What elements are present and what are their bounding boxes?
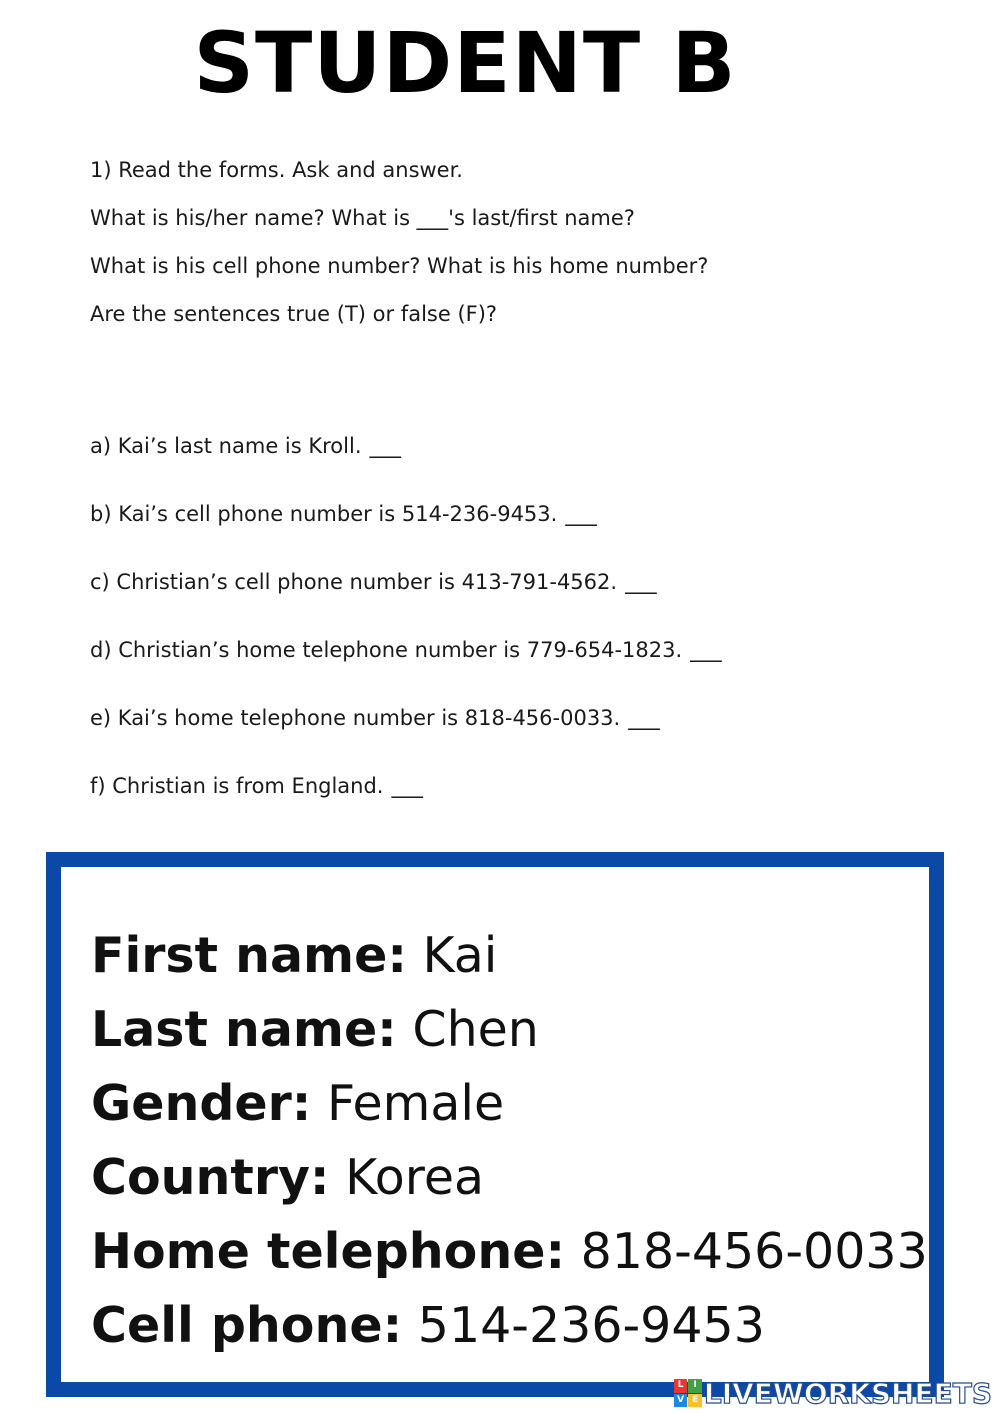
form-label: Gender:: [91, 1075, 312, 1132]
instruction-line: What is his cell phone number? What is his home number?: [90, 254, 709, 278]
statement-text: e) Kai’s home telephone number is 818-456-0033.: [90, 706, 621, 730]
form-value: Korea: [345, 1149, 485, 1206]
statement-text: f) Christian is from England.: [90, 774, 384, 798]
form-label: Home telephone:: [91, 1223, 566, 1280]
logo-letter: I: [688, 1379, 702, 1393]
answer-blank[interactable]: ___: [628, 706, 660, 730]
form-row-country: [91, 1141, 928, 1215]
statement-text: c) Christian’s cell phone number is 413-791-4562.: [90, 570, 618, 594]
liveworksheets-logo-icon: [674, 1379, 702, 1407]
form-value: 818-456-0033: [580, 1223, 928, 1280]
logo-letter: L: [674, 1379, 688, 1393]
form-row-gender: [91, 1067, 928, 1141]
page-title: STUDENT B: [193, 14, 737, 112]
form-row-home-telephone: [91, 1215, 928, 1289]
statement-b: [90, 480, 970, 548]
answer-blank[interactable]: ___: [391, 774, 423, 798]
statement-c: [90, 548, 970, 616]
form-value: Chen: [412, 1001, 539, 1058]
answer-blank[interactable]: ___: [369, 434, 402, 458]
answer-blank[interactable]: ___: [625, 570, 657, 594]
liveworksheets-watermark: [674, 1376, 992, 1410]
form-value: Female: [326, 1075, 505, 1132]
statement-d: [90, 616, 970, 684]
instructions: [90, 146, 950, 338]
form-row-last-name: [91, 993, 928, 1067]
instruction-line: Are the sentences true (T) or false (F)?: [90, 302, 498, 326]
form-label: Cell phone:: [91, 1297, 403, 1354]
statement-text: d) Christian’s home telephone number is 779-654-1823.: [90, 638, 683, 662]
answer-blank[interactable]: ___: [690, 638, 722, 662]
instruction-line: 1) Read the forms. Ask and answer.: [90, 158, 463, 182]
form-label: Country:: [91, 1149, 330, 1206]
form-row-first-name: [91, 919, 928, 993]
instruction-line: What is his/her name? What is ___'s last/first name?: [90, 206, 635, 230]
answer-blank[interactable]: ___: [565, 502, 597, 526]
logo-letter: V: [674, 1394, 688, 1408]
statement-text: b) Kai’s cell phone number is 514-236-9453.: [90, 502, 558, 526]
form-label: First name:: [91, 927, 407, 984]
statement-e: [90, 684, 970, 752]
statement-text: a) Kai’s last name is Kroll.: [90, 434, 362, 458]
logo-letter: E: [688, 1394, 702, 1408]
form-row-cell-phone: [91, 1289, 928, 1363]
form-value: Kai: [422, 927, 498, 984]
true-false-statements: [90, 412, 970, 820]
form-value: 514-236-9453: [417, 1297, 765, 1354]
form-label: Last name:: [91, 1001, 397, 1058]
student-form-card: [46, 852, 944, 1397]
statement-f: [90, 752, 970, 820]
statement-a: [90, 412, 970, 480]
watermark-text: LIVEWORKSHEETS: [703, 1376, 992, 1410]
form-fields: [91, 919, 928, 1363]
